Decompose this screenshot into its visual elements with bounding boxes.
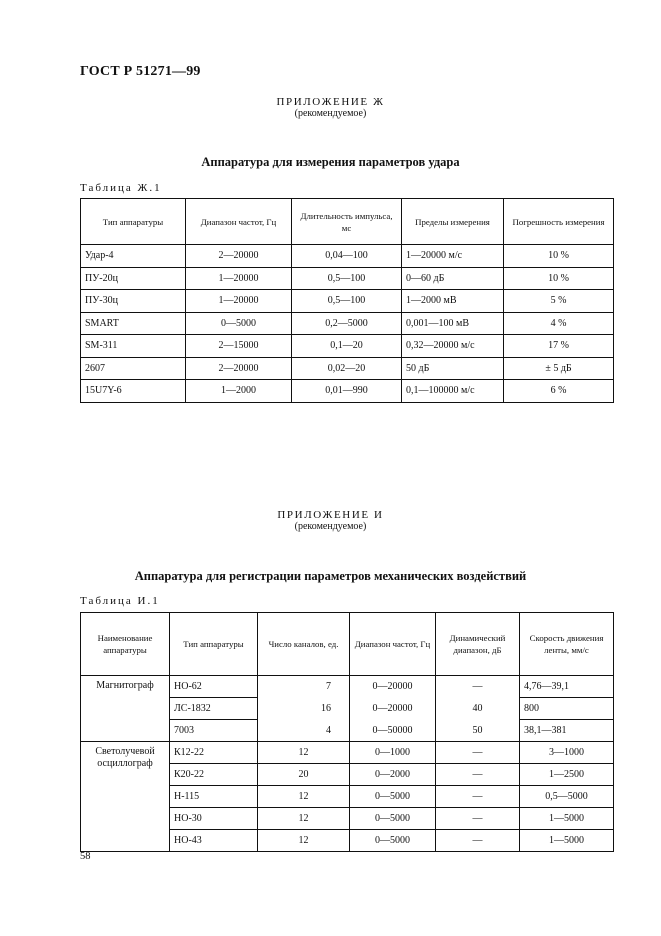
table-cell: — <box>436 764 520 786</box>
table-zh1-label: Таблица Ж.1 <box>80 182 162 194</box>
table-cell: — <box>436 676 520 698</box>
table-cell: 1—20000 м/с <box>402 245 504 268</box>
appendix-i-section-title: Аппаратура для регистрации параметров механических воздействий <box>134 569 527 583</box>
table-cell: 2—15000 <box>186 335 292 358</box>
column-header: Диапазон частот, Гц <box>186 199 292 245</box>
table-cell: 0,5—5000 <box>520 786 614 808</box>
table-i1 <box>80 612 614 852</box>
table-cell: 1—2500 <box>520 764 614 786</box>
table-cell: 5 % <box>504 290 614 313</box>
group-name-cell: Магнитограф <box>81 676 170 742</box>
column-header: Тип аппаратуры <box>170 613 258 676</box>
table-cell: 1—2000 <box>186 380 292 403</box>
table-cell: 0—5000 <box>350 830 436 852</box>
appendix-zh-title: ПРИЛОЖЕНИЕ Ж <box>276 96 385 108</box>
table-cell: ЛС-1832 <box>170 698 258 720</box>
table-cell: ПУ-20ц <box>81 267 186 290</box>
table-cell: — <box>436 808 520 830</box>
column-header: Скорость движения ленты, мм/с <box>520 613 614 676</box>
appendix-i-title: ПРИЛОЖЕНИЕ И <box>277 509 384 521</box>
table-cell: 0—20000 <box>350 676 436 698</box>
table-row <box>81 290 614 313</box>
table-row <box>81 380 614 403</box>
table-cell: 38,1—381 <box>520 720 614 742</box>
appendix-zh-subtitle: (рекомендуемое) <box>294 108 367 119</box>
appendix-zh-section-title: Аппаратура для измерения параметров удара <box>201 155 460 169</box>
table-cell: 15U7Y-6 <box>81 380 186 403</box>
column-header: Динамический диапазон, дБ <box>436 613 520 676</box>
table-row <box>81 335 614 358</box>
table-cell: 50 дБ <box>402 357 504 380</box>
table-i1-header-row <box>81 613 614 676</box>
table-cell: 0—20000 <box>350 698 436 720</box>
table-cell: 50 <box>436 720 520 742</box>
column-header: Тип аппаратуры <box>81 199 186 245</box>
table-cell: 0—50000 <box>350 720 436 742</box>
table-cell: 0—60 дБ <box>402 267 504 290</box>
table-cell: — <box>436 742 520 764</box>
table-cell: 7 <box>258 676 350 698</box>
table-row <box>81 676 614 698</box>
table-cell: ПУ-30ц <box>81 290 186 313</box>
table-zh1 <box>80 198 614 403</box>
table-cell: ± 5 дБ <box>504 357 614 380</box>
table-cell: 12 <box>258 830 350 852</box>
table-cell: 0,001—100 мВ <box>402 312 504 335</box>
table-cell: 0—5000 <box>186 312 292 335</box>
table-cell: 6 % <box>504 380 614 403</box>
column-header: Число каналов, ед. <box>258 613 350 676</box>
table-cell: 10 % <box>504 245 614 268</box>
appendix-i-subtitle: (рекомендуемое) <box>294 521 367 532</box>
table-cell: 0,32—20000 м/с <box>402 335 504 358</box>
table-cell: 0,5—100 <box>292 267 402 290</box>
table-cell: SM-311 <box>81 335 186 358</box>
table-cell: 17 % <box>504 335 614 358</box>
table-cell: 1—5000 <box>520 808 614 830</box>
table-cell: 0—5000 <box>350 808 436 830</box>
table-row <box>81 312 614 335</box>
table-cell: 0,1—20 <box>292 335 402 358</box>
table-row <box>81 742 614 764</box>
table-cell: 0,04—100 <box>292 245 402 268</box>
table-cell: 0—1000 <box>350 742 436 764</box>
table-cell: 4,76—39,1 <box>520 676 614 698</box>
table-cell: НО-62 <box>170 676 258 698</box>
column-header: Длительность импульса, мс <box>292 199 402 245</box>
table-cell: 0,1—100000 м/с <box>402 380 504 403</box>
table-cell: НО-43 <box>170 830 258 852</box>
table-cell: 40 <box>436 698 520 720</box>
document-code: ГОСТ Р 51271—99 <box>80 64 201 79</box>
table-cell: К12-22 <box>170 742 258 764</box>
table-cell: 0—5000 <box>350 786 436 808</box>
table-cell: 0—2000 <box>350 764 436 786</box>
table-row <box>81 357 614 380</box>
table-cell: — <box>436 786 520 808</box>
table-cell: 16 <box>258 698 350 720</box>
table-cell: 4 <box>258 720 350 742</box>
table-cell: 12 <box>258 786 350 808</box>
table-cell: 3—1000 <box>520 742 614 764</box>
group-name-cell: Светолучевой осциллограф <box>81 742 170 852</box>
table-cell: 1—5000 <box>520 830 614 852</box>
table-cell: НО-30 <box>170 808 258 830</box>
column-header: Наименование аппаратуры <box>81 613 170 676</box>
table-cell: 10 % <box>504 267 614 290</box>
table-cell: Н-115 <box>170 786 258 808</box>
table-cell: 800 <box>520 698 614 720</box>
table-row <box>81 267 614 290</box>
table-cell: — <box>436 830 520 852</box>
table-cell: SMART <box>81 312 186 335</box>
table-cell: Удар-4 <box>81 245 186 268</box>
table-cell: 12 <box>258 742 350 764</box>
table-cell: 1—2000 мВ <box>402 290 504 313</box>
table-cell: 2—20000 <box>186 357 292 380</box>
table-cell: 7003 <box>170 720 258 742</box>
table-cell: 12 <box>258 808 350 830</box>
table-cell: 0,02—20 <box>292 357 402 380</box>
table-cell: К20-22 <box>170 764 258 786</box>
table-cell: 2607 <box>81 357 186 380</box>
column-header: Погрешность измерения <box>504 199 614 245</box>
table-cell: 4 % <box>504 312 614 335</box>
column-header: Пределы измерения <box>402 199 504 245</box>
page-number: 58 <box>80 851 91 862</box>
table-row <box>81 245 614 268</box>
table-cell: 2—20000 <box>186 245 292 268</box>
table-cell: 0,01—990 <box>292 380 402 403</box>
table-cell: 0,2—5000 <box>292 312 402 335</box>
table-cell: 0,5—100 <box>292 290 402 313</box>
table-zh1-header-row <box>81 199 614 245</box>
table-i1-label: Таблица И.1 <box>80 595 160 607</box>
table-cell: 1—20000 <box>186 267 292 290</box>
table-cell: 1—20000 <box>186 290 292 313</box>
column-header: Диапазон частот, Гц <box>350 613 436 676</box>
table-cell: 20 <box>258 764 350 786</box>
